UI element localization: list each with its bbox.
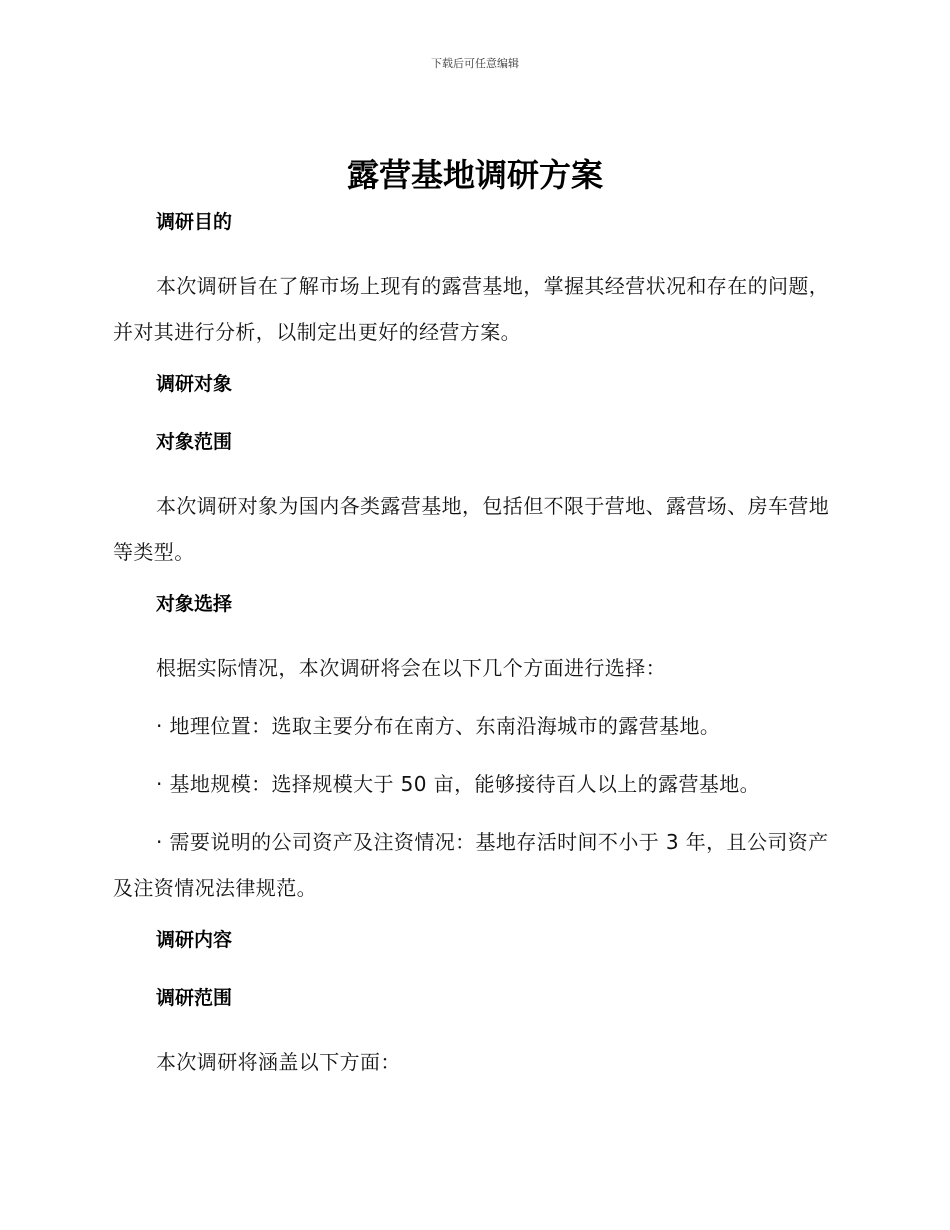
bullet-assets: · 需要说明的公司资产及注资情况：基地存活时间不小于 3 年，且公司资产及注资情况法律规范。 [113,830,829,900]
paragraph-selection-intro: 根据实际情况，本次调研将会在以下几个方面进行选择： [156,656,666,680]
heading-purpose: 调研目的 [156,211,233,233]
heading-scope: 对象范围 [156,431,233,453]
header-note: 下载后可任意编辑 [431,57,519,70]
paragraph-purpose: 本次调研旨在了解市场上现有的露营基地，掌握其经营状况和存在的问题，并对其进行分析，以制定出更好的经营方案。 [113,274,830,344]
paragraph-range-intro: 本次调研将涵盖以下方面： [156,1050,401,1074]
heading-range: 调研范围 [156,987,233,1009]
heading-object: 调研对象 [156,373,233,395]
heading-content: 调研内容 [156,929,233,951]
heading-selection: 对象选择 [156,593,233,615]
paragraph-scope: 本次调研对象为国内各类露营基地，包括但不限于营地、露营场、房车营地等类型。 [113,494,830,564]
document-body [113,205,833,1097]
bullet-geo: · 地理位置：选取主要分布在南方、东南沿海城市的露营基地。 [156,714,721,738]
document-title: 露营基地调研方案 [346,156,603,194]
bullet-scale: · 基地规模：选择规模大于 50 亩，能够接待百人以上的露营基地。 [156,772,761,796]
